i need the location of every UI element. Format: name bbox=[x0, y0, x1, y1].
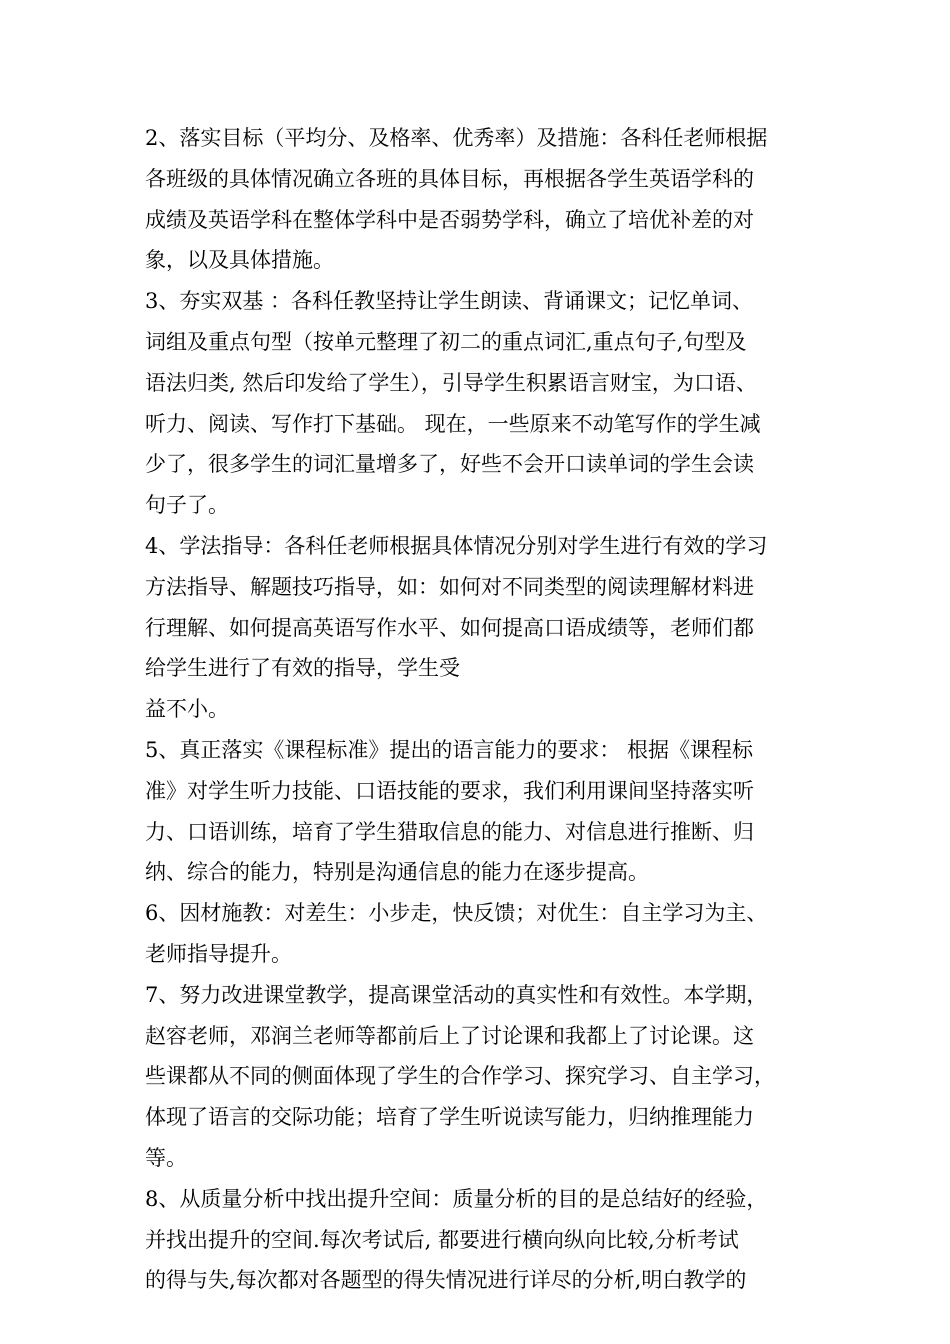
text-line: 些课都从不同的侧面体现了学生的合作学习、探究学习、自主学习， bbox=[145, 1064, 775, 1089]
text-line: 等。 bbox=[145, 1145, 187, 1170]
text-line: 5、真正落实《课程标准》提出的语言能力的要求： 根据《课程标 bbox=[145, 737, 754, 762]
text-line: 力、口语训练，培育了学生猎取信息的能力、对信息进行推断、归 bbox=[145, 819, 754, 844]
text-line: 的得与失,每次都对各题型的得失情况进行详尽的分析,明白教学的 bbox=[145, 1268, 747, 1293]
text-line: 3、夯实双基 ：各科任教坚持让学生朗读、背诵课文；记忆单词、 bbox=[145, 289, 754, 314]
text-line: 行理解、如何提高英语写作水平、如何提高口语成绩等，老师们都 bbox=[145, 615, 754, 640]
document-body bbox=[145, 118, 810, 1301]
text-line: 语法归类, 然后印发给了学生），引导学生积累语言财宝，为口语、 bbox=[145, 370, 757, 395]
text-line: 象，以及具体措施。 bbox=[145, 248, 334, 273]
text-line: 体现了语言的交际功能；培育了学生听说读写能力，归纳推理能力 bbox=[145, 1105, 754, 1130]
text-line: 6、因材施教：对差生：小步走，快反馈；对优生：自主学习为主、 bbox=[145, 901, 768, 926]
text-line: 少了，很多学生的词汇量增多了，好些不会开口读单词的学生会读 bbox=[145, 452, 754, 477]
text-line: 词组及重点句型（按单元整理了初二的重点词汇,重点句子,句型及 bbox=[145, 329, 747, 354]
text-line: 益不小。 bbox=[145, 697, 229, 722]
text-line: 赵容老师，邓润兰老师等都前后上了讨论课和我都上了讨论课。这 bbox=[145, 1023, 754, 1048]
text-line: 2、落实目标（平均分、及格率、优秀率）及措施：各科任老师根据 bbox=[145, 126, 768, 150]
text-line: 准》对学生听力技能、口语技能的要求，我们利用课间坚持落实听 bbox=[145, 778, 754, 803]
text-line: 听力、阅读、写作打下基础。 现在，一些原来不动笔写作的学生减 bbox=[145, 411, 761, 436]
text-line: 纳、综合的能力，特别是沟通信息的能力在逐步提高。 bbox=[145, 860, 649, 885]
text-line: 7、努力改进课堂教学，提高课堂活动的真实性和有效性。本学期， bbox=[145, 982, 768, 1007]
text-line: 给学生进行了有效的指导，学生受 bbox=[145, 656, 460, 681]
text-line: 成绩及英语学科在整体学科中是否弱势学科，确立了培优补差的对 bbox=[145, 207, 754, 232]
text-line: 4、学法指导：各科任老师根据具体情况分别对学生进行有效的学习 bbox=[145, 533, 768, 558]
text-line: 各班级的具体情况确立各班的具体目标，再根据各学生英语学科的 bbox=[145, 166, 754, 191]
text-line: 老师指导提升。 bbox=[145, 941, 292, 966]
text-line: 句子了。 bbox=[145, 493, 229, 518]
text-line: 方法指导、解题技巧指导，如：如何对不同类型的阅读理解材料进 bbox=[145, 574, 754, 599]
text-line: 并找出提升的空间.每次考试后, 都要进行横向纵向比较,分析考试 bbox=[145, 1227, 739, 1252]
text-line: 8、从质量分析中找出提升空间：质量分析的目的是总结好的经验， bbox=[145, 1186, 768, 1211]
